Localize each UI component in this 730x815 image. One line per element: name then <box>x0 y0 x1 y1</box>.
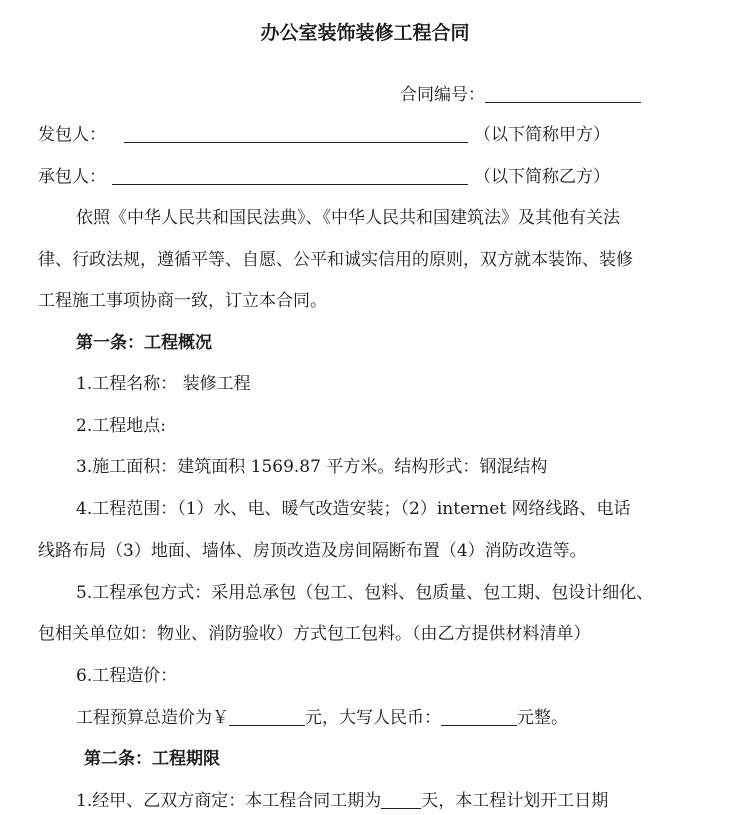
article-2-heading: 第二条：工程期限 <box>84 749 220 769</box>
article-1-item-2: 2.工程地点: <box>76 416 166 436</box>
intro-line-3: 工程施工事项协商一致，订立本合同。 <box>38 291 327 311</box>
article-1-item-6: 6.工程造价： <box>76 666 178 686</box>
intro-line-1: 依照《中华人民共和国民法典》、《中华人民共和国建筑法》及其他有关法 <box>76 208 620 228</box>
article-1-item-4-line-2: 线路布局（3）地面、墙体、房顶改造及房间隔断布置（4）消防改造等。 <box>38 541 587 561</box>
budget-suffix: 元整。 <box>517 708 568 728</box>
article-2-item-1-suffix: 天，本工程计划开工日期 <box>421 791 609 811</box>
article-2-item-1 <box>76 790 608 812</box>
party-b-blank[interactable] <box>112 167 468 185</box>
party-b-suffix: （以下简称乙方） <box>474 167 610 187</box>
contract-number-line <box>400 84 641 106</box>
party-b-label: 承包人： <box>38 167 106 187</box>
intro-line-2: 律、行政法规，遵循平等、自愿、公平和诚实信用的原则，双方就本装饰、装修 <box>38 250 633 270</box>
budget-mid: 元，大写人民币： <box>305 708 441 728</box>
article-1-item-1: 1.工程名称： 装修工程 <box>76 374 251 394</box>
party-a-label: 发包人： <box>38 125 106 145</box>
budget-line <box>76 707 568 729</box>
party-a-blank[interactable] <box>124 125 468 143</box>
article-1-item-5-line-1: 5.工程承包方式：采用总承包（包工、包料、包质量、包工期、包设计细化、 <box>76 583 654 603</box>
document-title: 办公室装饰装修工程合同 <box>260 22 470 44</box>
article-1-heading: 第一条：工程概况 <box>76 333 212 353</box>
budget-words-blank[interactable] <box>441 708 517 726</box>
budget-amount-blank[interactable] <box>229 708 305 726</box>
article-1-item-5-line-2: 包相关单位如：物业、消防验收）方式包工包料。（由乙方提供材料清单） <box>38 624 591 644</box>
party-a-suffix: （以下简称甲方） <box>474 125 610 145</box>
article-1-item-3: 3.施工面积：建筑面积 1569.87 平方米。结构形式：钢混结构 <box>76 457 548 477</box>
article-1-item-4-line-1: 4.工程范围：（1）水、电、暖气改造安装；（2）internet 网络线路、电话 <box>76 499 631 519</box>
budget-prefix: 工程预算总造价为￥ <box>76 708 229 728</box>
contract-number-label: 合同编号： <box>400 85 485 105</box>
duration-days-blank[interactable] <box>381 791 421 809</box>
article-2-item-1-prefix: 1.经甲、乙双方商定：本工程合同工期为 <box>76 791 382 811</box>
party-b-line <box>38 166 610 188</box>
party-a-line <box>38 124 610 146</box>
contract-number-blank[interactable] <box>485 85 641 103</box>
